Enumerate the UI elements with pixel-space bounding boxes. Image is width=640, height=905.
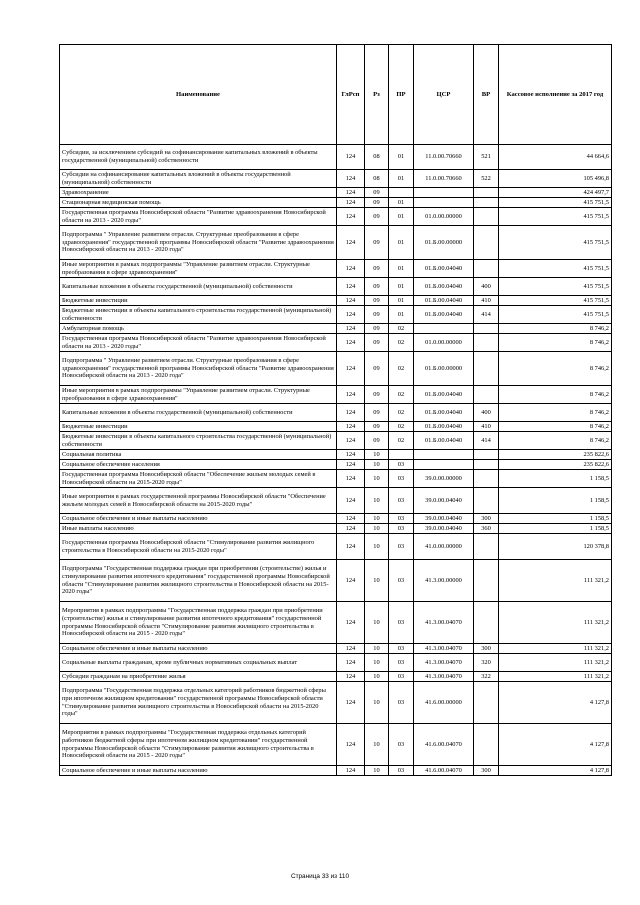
- cell-csr: 39.0.00.00000: [414, 470, 474, 488]
- table-body: [60, 145, 612, 776]
- table-row: [60, 432, 612, 450]
- cell-csr: 01.0.00.00000: [414, 208, 474, 226]
- cell-vr: 400: [474, 404, 499, 422]
- cell-csr: 11.0.00.70660: [414, 145, 474, 170]
- cell-name: Государственная программа Новосибирской области "Развитие здравоохранения Новосибирской области на 2013 - 2020 годы": [60, 208, 337, 226]
- cell-rz: 10: [365, 654, 389, 672]
- cell-name: Амбулаторная помощь: [60, 324, 337, 334]
- cell-name: Подпрограмма " Управление развитием отрасли. Структурные преобразования в сфере здравоохранения" государственной программы Новосибирской области "Развитие здравоохранения Новосибирской области на 2013 - 2020 года": [60, 352, 337, 386]
- cell-name: Субсидии, за исключением субсидий на софинансирование капитальных вложений в объекты государственной (муниципальной) собственности: [60, 145, 337, 170]
- cell-grs: 124: [337, 766, 365, 776]
- cell-pr: 01: [389, 260, 414, 278]
- cell-amount: 415 751,5: [499, 208, 612, 226]
- cell-csr: 41.3.00.00000: [414, 560, 474, 602]
- cell-rz: 10: [365, 470, 389, 488]
- cell-csr: 01.Б.00.04040: [414, 386, 474, 404]
- cell-vr: [474, 324, 499, 334]
- cell-grs: 124: [337, 560, 365, 602]
- table-row: [60, 514, 612, 524]
- cell-csr: 01.Б.00.00000: [414, 226, 474, 260]
- cell-grs: 124: [337, 422, 365, 432]
- cell-grs: 124: [337, 602, 365, 644]
- table-row: [60, 644, 612, 654]
- table-row: [60, 460, 612, 470]
- table-row: [60, 470, 612, 488]
- cell-name: Иные мероприятия в рамках подпрограммы "Управление развитием отрасли. Структурные преобразования в сфере здравоохранения": [60, 260, 337, 278]
- cell-vr: [474, 226, 499, 260]
- cell-pr: 02: [389, 432, 414, 450]
- cell-pr: 02: [389, 324, 414, 334]
- table-row: [60, 188, 612, 198]
- table-row: [60, 534, 612, 560]
- cell-pr: 03: [389, 682, 414, 724]
- cell-pr: 03: [389, 524, 414, 534]
- cell-name: Капитальные вложения в объекты государственной (муниципальной) собственности: [60, 278, 337, 296]
- cell-rz: 10: [365, 450, 389, 460]
- cell-name: Бюджетные инвестиции: [60, 296, 337, 306]
- cell-vr: [474, 488, 499, 514]
- table-row: [60, 278, 612, 296]
- cell-vr: [474, 534, 499, 560]
- table-row: [60, 208, 612, 226]
- cell-rz: 09: [365, 422, 389, 432]
- cell-vr: [474, 334, 499, 352]
- cell-vr: [474, 602, 499, 644]
- cell-pr: 03: [389, 724, 414, 766]
- cell-csr: 01.Б.00.04040: [414, 296, 474, 306]
- cell-name: Подпрограмма "Государственная поддержка отдельных категорий работников бюджетной сферы при ипотечном жилищном кредитовании" государственной программы Новосибирской области "Стимулирование развития жилищного строительства в Новосибирской области на 2015-2020 годы": [60, 682, 337, 724]
- cell-amount: 235 822,6: [499, 450, 612, 460]
- cell-pr: 01: [389, 306, 414, 324]
- cell-csr: 41.3.00.04070: [414, 654, 474, 672]
- cell-pr: 02: [389, 352, 414, 386]
- cell-csr: [414, 450, 474, 460]
- cell-csr: 41.6.00.04070: [414, 724, 474, 766]
- cell-vr: [474, 470, 499, 488]
- table-row: [60, 386, 612, 404]
- cell-grs: 124: [337, 682, 365, 724]
- table-row: [60, 352, 612, 386]
- table-row: [60, 560, 612, 602]
- cell-rz: 10: [365, 460, 389, 470]
- cell-amount: 8 746,2: [499, 334, 612, 352]
- cell-vr: 414: [474, 306, 499, 324]
- cell-pr: 01: [389, 145, 414, 170]
- table-row: [60, 724, 612, 766]
- cell-amount: 4 127,8: [499, 724, 612, 766]
- cell-grs: 124: [337, 145, 365, 170]
- cell-pr: 01: [389, 198, 414, 208]
- cell-csr: 41.0.00.00000: [414, 534, 474, 560]
- cell-csr: [414, 198, 474, 208]
- cell-pr: 01: [389, 278, 414, 296]
- budget-table: [59, 44, 612, 776]
- cell-rz: 08: [365, 170, 389, 188]
- cell-rz: 10: [365, 672, 389, 682]
- cell-grs: 124: [337, 470, 365, 488]
- cell-name: Подпрограмма " Управление развитием отрасли. Структурные преобразования в сфере здравоохранения" государственной программы Новосибирской области "Развитие здравоохранения Новосибирской области на 2013 - 2020 года": [60, 226, 337, 260]
- cell-vr: 410: [474, 296, 499, 306]
- header-vr: ВР: [474, 45, 499, 145]
- cell-pr: 03: [389, 560, 414, 602]
- cell-rz: 10: [365, 524, 389, 534]
- cell-rz: 09: [365, 334, 389, 352]
- cell-name: Социальные выплаты гражданам, кроме публичных нормативных социальных выплат: [60, 654, 337, 672]
- cell-amount: 1 158,5: [499, 488, 612, 514]
- cell-amount: 415 751,5: [499, 278, 612, 296]
- cell-name: Социальное обеспечение населения: [60, 460, 337, 470]
- cell-grs: 124: [337, 460, 365, 470]
- cell-rz: 10: [365, 766, 389, 776]
- cell-csr: [414, 324, 474, 334]
- cell-vr: [474, 682, 499, 724]
- cell-rz: 10: [365, 514, 389, 524]
- cell-name: Субсидии на софинансирование капитальных вложений в объекты государственной (муниципальной) собственности: [60, 170, 337, 188]
- cell-amount: 111 321,2: [499, 672, 612, 682]
- cell-csr: 41.3.00.04070: [414, 644, 474, 654]
- cell-pr: 03: [389, 672, 414, 682]
- cell-vr: [474, 450, 499, 460]
- cell-amount: 424 497,7: [499, 188, 612, 198]
- cell-amount: 415 751,5: [499, 198, 612, 208]
- cell-amount: 415 751,5: [499, 306, 612, 324]
- table-row: [60, 334, 612, 352]
- table-row: [60, 404, 612, 422]
- cell-grs: 124: [337, 208, 365, 226]
- table-row: [60, 306, 612, 324]
- cell-pr: 01: [389, 208, 414, 226]
- cell-pr: 03: [389, 470, 414, 488]
- cell-csr: 01.Б.00.04040: [414, 432, 474, 450]
- cell-rz: 08: [365, 145, 389, 170]
- table-row: [60, 450, 612, 460]
- cell-rz: 09: [365, 404, 389, 422]
- cell-grs: 124: [337, 278, 365, 296]
- cell-amount: 415 751,5: [499, 296, 612, 306]
- table-row: [60, 488, 612, 514]
- cell-rz: 10: [365, 534, 389, 560]
- cell-name: Социальное обеспечение и иные выплаты населению: [60, 766, 337, 776]
- cell-rz: 09: [365, 188, 389, 198]
- cell-amount: 8 746,2: [499, 386, 612, 404]
- cell-grs: 124: [337, 654, 365, 672]
- cell-amount: 4 127,8: [499, 766, 612, 776]
- cell-pr: 02: [389, 386, 414, 404]
- cell-csr: 39.0.00.04040: [414, 524, 474, 534]
- cell-rz: 09: [365, 324, 389, 334]
- cell-grs: 124: [337, 432, 365, 450]
- cell-name: Иные мероприятия в рамках государственной программы Новосибирской области "Обеспечение жильем молодых семей в Новосибирской области на 2015-2020 годы": [60, 488, 337, 514]
- cell-grs: 124: [337, 170, 365, 188]
- cell-grs: 124: [337, 260, 365, 278]
- cell-grs: 124: [337, 188, 365, 198]
- cell-name: Иные выплаты населению: [60, 524, 337, 534]
- cell-amount: 8 746,2: [499, 404, 612, 422]
- cell-csr: 39.0.00.04040: [414, 488, 474, 514]
- cell-name: Стационарная медицинская помощь: [60, 198, 337, 208]
- cell-rz: 09: [365, 208, 389, 226]
- cell-amount: 415 751,5: [499, 260, 612, 278]
- cell-rz: 10: [365, 560, 389, 602]
- cell-pr: 03: [389, 602, 414, 644]
- cell-vr: [474, 724, 499, 766]
- cell-amount: 105 496,8: [499, 170, 612, 188]
- cell-rz: 10: [365, 644, 389, 654]
- cell-amount: 111 321,2: [499, 644, 612, 654]
- cell-pr: 02: [389, 422, 414, 432]
- cell-grs: 124: [337, 488, 365, 514]
- cell-grs: 124: [337, 324, 365, 334]
- cell-name: Субсидии гражданам на приобретение жилья: [60, 672, 337, 682]
- cell-grs: 124: [337, 514, 365, 524]
- header-name: Наименование: [60, 45, 337, 145]
- cell-csr: 41.3.00.04070: [414, 672, 474, 682]
- cell-rz: 10: [365, 682, 389, 724]
- header-amount: Кассовое исполнение за 2017 год: [499, 45, 612, 145]
- header-pr: ПР: [389, 45, 414, 145]
- cell-csr: 11.0.00.70660: [414, 170, 474, 188]
- cell-csr: 41.3.00.04070: [414, 602, 474, 644]
- cell-csr: 01.Б.00.04040: [414, 422, 474, 432]
- cell-vr: [474, 352, 499, 386]
- cell-vr: 360: [474, 524, 499, 534]
- cell-vr: [474, 260, 499, 278]
- cell-name: Мероприятия в рамках подпрограммы "Государственная поддержка граждан при приобретении (строительстве) жилья и стимулирование развития ипотечного кредитования" государственной программы Новосибирской области "Стимулирование развития жилищного строительства в Новосибирской области на 2015 - 2020 годы": [60, 602, 337, 644]
- table-row: [60, 422, 612, 432]
- cell-vr: 521: [474, 145, 499, 170]
- cell-pr: 03: [389, 644, 414, 654]
- cell-grs: 124: [337, 450, 365, 460]
- cell-name: Здравоохранение: [60, 188, 337, 198]
- cell-vr: 300: [474, 514, 499, 524]
- cell-grs: 124: [337, 306, 365, 324]
- cell-pr: 03: [389, 654, 414, 672]
- cell-vr: 522: [474, 170, 499, 188]
- cell-grs: 124: [337, 404, 365, 422]
- cell-grs: 124: [337, 226, 365, 260]
- cell-amount: 111 321,2: [499, 654, 612, 672]
- table-row: [60, 170, 612, 188]
- cell-pr: 02: [389, 404, 414, 422]
- cell-grs: 124: [337, 672, 365, 682]
- cell-grs: 124: [337, 724, 365, 766]
- cell-rz: 09: [365, 386, 389, 404]
- cell-rz: 09: [365, 278, 389, 296]
- cell-name: Государственная программа Новосибирской области "Развитие здравоохранения Новосибирской области на 2013 - 2020 годы": [60, 334, 337, 352]
- cell-pr: 01: [389, 226, 414, 260]
- cell-vr: 322: [474, 672, 499, 682]
- table-row: [60, 682, 612, 724]
- cell-amount: 8 746,2: [499, 422, 612, 432]
- header-grs: ГлРсп: [337, 45, 365, 145]
- table-row: [60, 766, 612, 776]
- page-number: Страница 33 из 110: [290, 873, 350, 880]
- cell-vr: 300: [474, 766, 499, 776]
- cell-amount: 1 158,5: [499, 514, 612, 524]
- cell-pr: [389, 450, 414, 460]
- cell-rz: 09: [365, 432, 389, 450]
- cell-vr: 320: [474, 654, 499, 672]
- cell-vr: 400: [474, 278, 499, 296]
- cell-rz: 10: [365, 602, 389, 644]
- cell-pr: 03: [389, 534, 414, 560]
- cell-amount: 415 751,5: [499, 226, 612, 260]
- cell-amount: 1 158,5: [499, 470, 612, 488]
- cell-vr: 414: [474, 432, 499, 450]
- cell-rz: 09: [365, 226, 389, 260]
- table-row: [60, 672, 612, 682]
- cell-name: Подпрограмма "Государственная поддержка граждан при приобретении (строительстве) жилья и стимулирование развития ипотечного кредитования" государственной программы Новосибирской области "Стимулирование развития жилищного строительства в Новосибирской области на 2015-2020 годы": [60, 560, 337, 602]
- cell-csr: 41.6.00.04070: [414, 766, 474, 776]
- cell-grs: 124: [337, 386, 365, 404]
- cell-pr: [389, 188, 414, 198]
- cell-amount: 111 321,2: [499, 560, 612, 602]
- header-rz: Рз: [365, 45, 389, 145]
- cell-name: Социальное обеспечение и иные выплаты населению: [60, 644, 337, 654]
- cell-csr: [414, 460, 474, 470]
- cell-pr: 01: [389, 296, 414, 306]
- cell-csr: 01.Б.00.04040: [414, 306, 474, 324]
- table-row: [60, 524, 612, 534]
- cell-grs: 124: [337, 534, 365, 560]
- cell-name: Социальное обеспечение и иные выплаты населению: [60, 514, 337, 524]
- cell-vr: 410: [474, 422, 499, 432]
- cell-csr: 01.Б.00.04040: [414, 404, 474, 422]
- cell-vr: [474, 460, 499, 470]
- cell-pr: 02: [389, 334, 414, 352]
- cell-amount: 8 746,2: [499, 324, 612, 334]
- cell-grs: 124: [337, 644, 365, 654]
- cell-rz: 09: [365, 352, 389, 386]
- cell-rz: 09: [365, 260, 389, 278]
- cell-grs: 124: [337, 352, 365, 386]
- cell-csr: 01.Б.00.04040: [414, 278, 474, 296]
- cell-rz: 10: [365, 724, 389, 766]
- cell-csr: [414, 188, 474, 198]
- cell-csr: 01.Б.00.04040: [414, 260, 474, 278]
- cell-amount: 120 378,8: [499, 534, 612, 560]
- table-row: [60, 260, 612, 278]
- table-row: [60, 324, 612, 334]
- table-row: [60, 654, 612, 672]
- cell-name: Мероприятия в рамках подпрограммы "Государственная поддержка отдельных категорий работников бюджетной сферы при ипотечном жилищном кредитовании" государственной программы Новосибирской области "Стимулирование развития жилищного строительства в Новосибирской области на 2015 - 2020 годы": [60, 724, 337, 766]
- header-csr: ЦСР: [414, 45, 474, 145]
- cell-csr: 41.6.00.00000: [414, 682, 474, 724]
- table-row: [60, 602, 612, 644]
- cell-name: Иные мероприятия в рамках подпрограммы "Управление развитием отрасли. Структурные преобразования в сфере здравоохранения": [60, 386, 337, 404]
- table-header-row: [60, 45, 612, 145]
- table-row: [60, 198, 612, 208]
- cell-grs: 124: [337, 296, 365, 306]
- cell-grs: 124: [337, 524, 365, 534]
- cell-rz: 10: [365, 488, 389, 514]
- cell-grs: 124: [337, 334, 365, 352]
- table-row: [60, 226, 612, 260]
- cell-name: Бюджетные инвестиции в объекты капитального строительства государственной (муниципальной) собственности: [60, 432, 337, 450]
- cell-amount: 235 822,6: [499, 460, 612, 470]
- cell-amount: 44 664,6: [499, 145, 612, 170]
- cell-name: Капитальные вложения в объекты государственной (муниципальной) собственности: [60, 404, 337, 422]
- cell-grs: 124: [337, 198, 365, 208]
- cell-amount: 1 158,5: [499, 524, 612, 534]
- cell-name: Государственная программа Новосибирской области "Стимулирование развития жилищного строительства в Новосибирской области на 2015-2020 годы": [60, 534, 337, 560]
- cell-name: Социальная политика: [60, 450, 337, 460]
- cell-name: Бюджетные инвестиции: [60, 422, 337, 432]
- cell-rz: 09: [365, 296, 389, 306]
- table-row: [60, 145, 612, 170]
- cell-vr: [474, 208, 499, 226]
- cell-name: Бюджетные инвестиции в объекты капитального строительства государственной (муниципальной) собственности: [60, 306, 337, 324]
- cell-amount: 111 321,2: [499, 602, 612, 644]
- table-row: [60, 296, 612, 306]
- cell-vr: [474, 386, 499, 404]
- cell-pr: 03: [389, 460, 414, 470]
- cell-amount: 8 746,2: [499, 432, 612, 450]
- cell-rz: 09: [365, 306, 389, 324]
- cell-vr: [474, 188, 499, 198]
- cell-pr: 01: [389, 170, 414, 188]
- cell-name: Государственная программа Новосибирской области "Обеспечение жильем молодых семей в Новосибирской области на 2015-2020 годы": [60, 470, 337, 488]
- cell-csr: 01.0.00.00000: [414, 334, 474, 352]
- cell-vr: 300: [474, 644, 499, 654]
- cell-csr: 01.Б.00.00000: [414, 352, 474, 386]
- cell-vr: [474, 198, 499, 208]
- cell-csr: 39.0.00.04040: [414, 514, 474, 524]
- cell-rz: 09: [365, 198, 389, 208]
- cell-pr: 03: [389, 766, 414, 776]
- cell-amount: 4 127,8: [499, 682, 612, 724]
- cell-amount: 8 746,2: [499, 352, 612, 386]
- cell-pr: 03: [389, 514, 414, 524]
- cell-vr: [474, 560, 499, 602]
- cell-pr: 03: [389, 488, 414, 514]
